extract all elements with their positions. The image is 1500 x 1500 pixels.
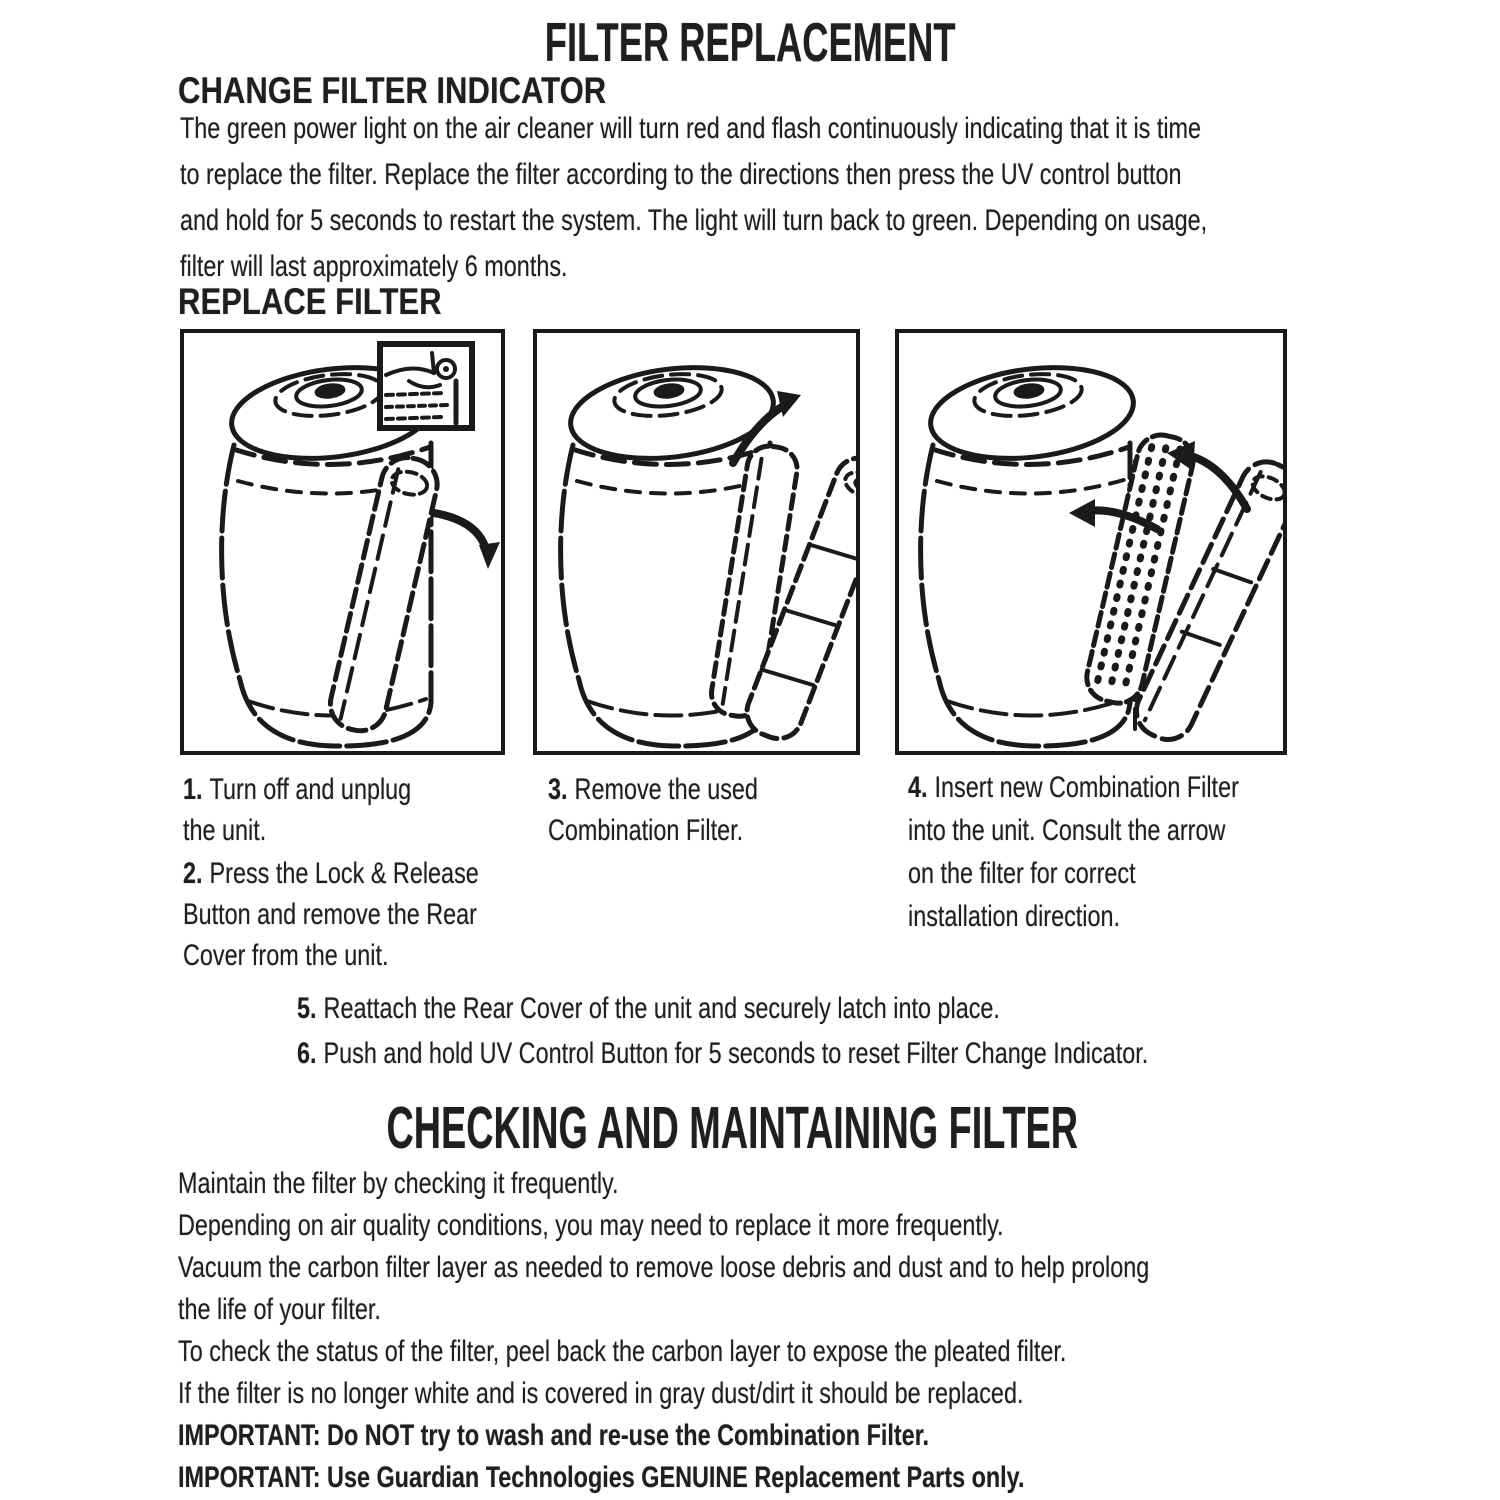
remove-filter-illustration [537,333,856,751]
step-number: 3. [548,773,568,806]
step-6-caption: 6. Push and hold UV Control Button for 5 seconds to reset Filter Change Indicator. [297,1037,1149,1070]
paragraph-line: Depending on air quality conditions, you may need to replace it more frequently. [178,1209,1004,1242]
paragraph-line: and hold for 5 seconds to restart the system. The light will turn back to green. Depending on usage, [180,204,1208,237]
paragraph-line: filter will last approximately 6 months. [180,250,568,283]
step-number: 2. [183,857,203,890]
step-number: 5. [297,992,317,1025]
remove-rear-cover-illustration [184,333,501,751]
paragraph-line: Maintain the filter by checking it frequently. [178,1167,619,1200]
important-note: IMPORTANT: Do NOT try to wash and re-use the Combination Filter. [178,1419,930,1452]
important-note: IMPORTANT: Use Guardian Technologies GENUINE Replacement Parts only. [178,1461,1025,1494]
change-filter-heading: CHANGE FILTER INDICATOR [178,70,607,111]
replace-filter-heading: REPLACE FILTER [178,281,442,322]
step-1-caption: 1. Turn off and unplug the unit. [183,773,412,847]
step-2-caption: 2. Press the Lock & Release Button and remove the Rear Cover from the unit. [183,857,479,972]
page-title-text: FILTER REPLACEMENT [544,11,956,73]
paragraph-line: If the filter is no longer white and is covered in gray dust/dirt it should be replaced. [178,1377,1024,1410]
step-4-caption: 4. Insert new Combination Filter into the unit. Consult the arrow on the filter for correct installation direction. [908,771,1239,933]
paragraph-line: to replace the filter. Replace the filter according to the directions then press the UV control button [180,158,1182,191]
step-1-2-illustration-panel [180,329,505,755]
page-title [0,10,1500,74]
steps-5-6 [297,986,1148,1076]
step-number: 6. [297,1037,317,1070]
step-3-illustration-panel [533,329,860,755]
step-5-caption: 5. Reattach the Rear Cover of the unit and securely latch into place. [297,992,1000,1025]
change-filter-paragraph [180,106,1207,290]
paragraph-line: To check the status of the filter, peel back the carbon layer to expose the pleated filter. [178,1335,1067,1368]
lock-release-button-inset [380,344,472,428]
paragraph-line: The green power light on the air cleaner will turn red and flash continuously indicating that it is time [180,112,1202,145]
step-number: 1. [183,773,203,806]
step-number: 4. [908,771,928,804]
paragraph-line: the life of your filter. [178,1293,381,1326]
checking-paragraph [178,1163,1149,1499]
curved-arrow-icon [434,513,500,569]
paragraph-line: Vacuum the carbon filter layer as needed to remove loose debris and dust and to help prolong [178,1251,1150,1284]
insert-filter-illustration [899,333,1283,751]
step-4-illustration-panel [895,329,1287,755]
checking-heading: CHECKING AND MAINTAINING FILTER [386,1095,1078,1161]
step-3-caption: 3. Remove the used Combination Filter. [548,773,758,847]
